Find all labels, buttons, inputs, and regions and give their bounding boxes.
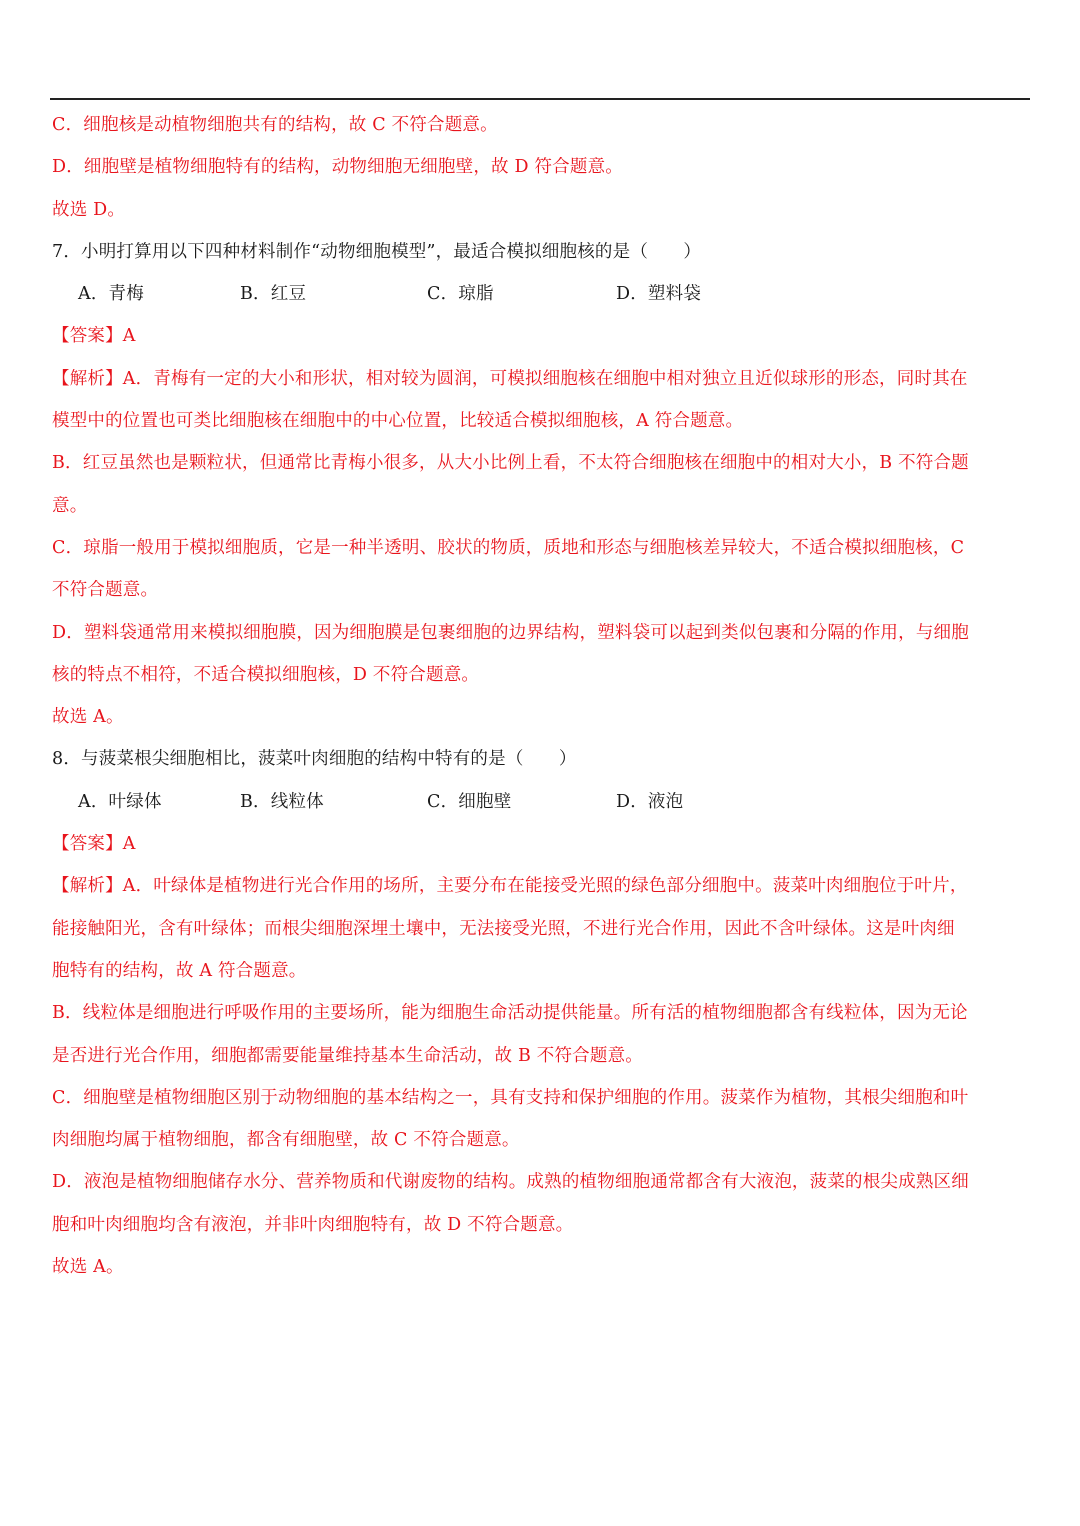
q8-analysis-line: B．线粒体是细胞进行呼吸作用的主要场所，能为细胞生命活动提供能量。所有活的植物细胞都含有线粒体，因为无论 xyxy=(52,1003,968,1024)
q7-analysis-line: D．塑料袋通常用来模拟细胞膜，因为细胞膜是包裹细胞的边界结构，塑料袋可以起到类似包裹和分隔的作用，与细胞 xyxy=(52,622,969,643)
q6-conclusion: 故选 D。 xyxy=(52,199,126,220)
q6-analysis-c: C．细胞核是动植物细胞共有的结构，故 C 不符合题意。 xyxy=(52,115,498,135)
q7-analysis-line: 模型中的位置也可类比细胞核在细胞中的中心位置，比较适合模拟细胞核，A 符合题意。 xyxy=(52,411,744,432)
q8-answer: 【答案】A xyxy=(52,834,136,855)
q7-analysis-line: C．琼脂一般用于模拟细胞质，它是一种半透明、胶状的物质，质地和形态与细胞核差异较大，不适合模拟细胞核，C xyxy=(52,537,965,558)
q8-analysis-line: 【解析】A．叶绿体是植物进行光合作用的场所，主要分布在能接受光照的绿色部分细胞中。菠菜叶肉细胞位于叶片， xyxy=(52,876,968,897)
q8-analysis-line: 胞和叶肉细胞均含有液泡，并非叶肉细胞特有，故 D 不符合题意。 xyxy=(52,1214,574,1235)
q8-conclusion: 故选 A。 xyxy=(52,1257,124,1278)
q7-option-c: C．琼脂 xyxy=(427,284,494,305)
q7-analysis-line: 【解析】A．青梅有一定的大小和形状，相对较为圆润，可模拟细胞核在细胞中相对独立且近似球形的形态，同时其在 xyxy=(52,368,968,389)
q8-analysis-line: 胞特有的结构，故 A 符合题意。 xyxy=(52,960,307,981)
q7-option-b: B．红豆 xyxy=(240,284,307,305)
document-body xyxy=(52,104,1037,1288)
q7-analysis-line: 意。 xyxy=(52,495,88,516)
q7-analysis-line: 不符合题意。 xyxy=(52,580,159,601)
q7-option-d: D．塑料袋 xyxy=(616,284,702,305)
q6-analysis-d: D．细胞壁是植物细胞特有的结构，动物细胞无细胞壁，故 D 符合题意。 xyxy=(52,157,623,178)
q7-analysis-line: B．红豆虽然也是颗粒状，但通常比青梅小很多，从大小比例上看，不太符合细胞核在细胞中的相对大小，B 不符合题 xyxy=(52,453,969,474)
q7-option-a: A．青梅 xyxy=(78,284,144,305)
q7-answer: 【答案】A xyxy=(52,326,136,347)
q7-analysis-line: 核的特点不相符，不适合模拟细胞核，D 不符合题意。 xyxy=(52,664,480,685)
header-divider xyxy=(50,98,1030,100)
q8-options xyxy=(52,781,1037,823)
q7-conclusion: 故选 A。 xyxy=(52,707,124,728)
q8-option-b: B．线粒体 xyxy=(240,791,324,812)
q8-analysis-line: 是否进行光合作用，细胞都需要能量维持基本生命活动，故 B 不符合题意。 xyxy=(52,1045,643,1066)
q8-analysis-line: 能接触阳光，含有叶绿体；而根尖细胞深埋土壤中，无法接受光照，不进行光合作用，因此不含叶绿体。这是叶肉细 xyxy=(52,918,955,939)
q8-analysis-line: D．液泡是植物细胞储存水分、营养物质和代谢废物的结构。成熟的植物细胞通常都含有大液泡，菠菜的根尖成熟区细 xyxy=(52,1172,969,1193)
q8-option-a: A．叶绿体 xyxy=(78,791,162,812)
q8-option-d: D．液泡 xyxy=(616,791,684,812)
q8-analysis-line: C．细胞壁是植物细胞区别于动物细胞的基本结构之一，具有支持和保护细胞的作用。菠菜作为植物，其根尖细胞和叶 xyxy=(52,1087,969,1108)
q7-question: 7．小明打算用以下四种材料制作“动物细胞模型”，最适合模拟细胞核的是（ ） xyxy=(52,241,702,262)
q7-options xyxy=(52,273,1037,315)
q8-option-c: C．细胞壁 xyxy=(427,791,512,812)
q8-analysis-line: 肉细胞均属于植物细胞，都含有细胞壁，故 C 不符合题意。 xyxy=(52,1130,520,1151)
q8-question: 8．与菠菜根尖细胞相比，菠菜叶肉细胞的结构中特有的是（ ） xyxy=(52,749,577,770)
